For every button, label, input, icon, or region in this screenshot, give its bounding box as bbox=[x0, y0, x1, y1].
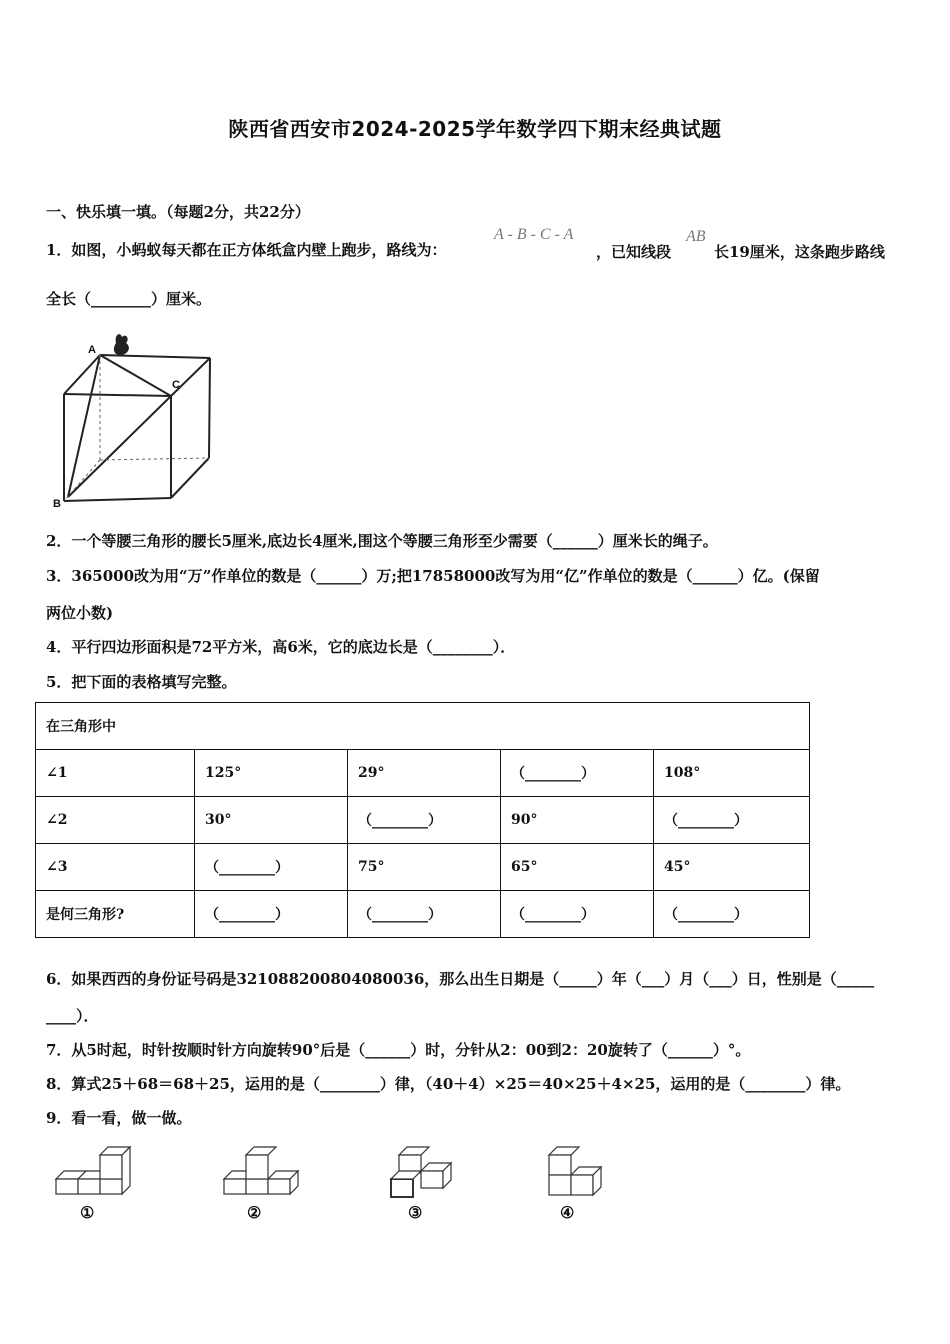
cube-edge bbox=[68, 355, 100, 497]
block-figure-3 bbox=[391, 1147, 451, 1197]
table-cell: （________） bbox=[195, 844, 348, 891]
table-cell: （________） bbox=[654, 797, 810, 844]
figure-label: ④ bbox=[560, 1203, 575, 1222]
block-figures bbox=[50, 1145, 610, 1225]
table-cell: ∠2 bbox=[36, 797, 195, 844]
table-cell: 108° bbox=[654, 750, 810, 797]
segment-formula: AB bbox=[686, 228, 706, 245]
cube-edge bbox=[64, 394, 171, 396]
table-cell: 是何三角形? bbox=[36, 891, 195, 938]
ant-icon bbox=[114, 334, 129, 355]
table-cell: （________） bbox=[501, 891, 654, 938]
figure-label: ③ bbox=[408, 1203, 423, 1222]
table-row bbox=[36, 797, 810, 844]
table-cell: （________） bbox=[654, 891, 810, 938]
block-figure-4 bbox=[549, 1147, 601, 1195]
cube-edge bbox=[100, 355, 171, 396]
table-row bbox=[36, 844, 810, 891]
table-cell: 75° bbox=[348, 844, 501, 891]
table-header-row bbox=[36, 703, 810, 750]
question-9: 9．看一看，做一做。 bbox=[46, 1109, 192, 1127]
cube-edge bbox=[64, 498, 171, 501]
label-b: B bbox=[53, 498, 61, 510]
table-cell: 65° bbox=[501, 844, 654, 891]
cube-hidden-edge bbox=[100, 458, 209, 460]
table-cell: 45° bbox=[654, 844, 810, 891]
cube-edge bbox=[209, 358, 210, 458]
question-1-text-a: 1．如图，小蚂蚁每天都在正方体纸盒内壁上跑步，路线为： bbox=[46, 241, 447, 259]
label-a: A bbox=[88, 344, 96, 356]
question-1-line-2: 全长（________）厘米。 bbox=[46, 290, 212, 308]
question-1-text-b: ，已知线段 bbox=[596, 243, 672, 261]
question-5: 5．把下面的表格填写完整。 bbox=[46, 673, 237, 691]
table-cell: ∠1 bbox=[36, 750, 195, 797]
question-6-line-2: ____）． bbox=[46, 1007, 99, 1025]
table-row bbox=[36, 750, 810, 797]
cube-figure bbox=[50, 325, 220, 515]
cube-edge bbox=[68, 396, 171, 497]
table-cell: （________） bbox=[501, 750, 654, 797]
route-formula: A - B - C - A bbox=[494, 226, 574, 243]
table-cell: 30° bbox=[195, 797, 348, 844]
table-cell: （________） bbox=[348, 891, 501, 938]
section-heading: 一、快乐填一填。（每题2分，共22分） bbox=[46, 203, 310, 221]
question-4: 4．平行四边形面积是72平方米，高6米，它的底边长是（________）． bbox=[46, 638, 516, 656]
question-3-line-1: 3．365000改为用“万”作单位的数是（______）万;把17858000改写为用“亿”作单位的数是（______）亿。(保留 bbox=[46, 567, 820, 585]
table-cell: 125° bbox=[195, 750, 348, 797]
question-8: 8．算式25＋68＝68＋25，运用的是（________）律，（40＋4）×25＝40×25＋4×25，运用的是（________）律。 bbox=[46, 1075, 851, 1093]
block-figure-2 bbox=[224, 1147, 298, 1194]
figure-label: ② bbox=[247, 1203, 262, 1222]
page-title: 陕西省西安市2024-2025学年数学四下期末经典试题 bbox=[228, 117, 722, 141]
table-cell: 90° bbox=[501, 797, 654, 844]
question-6-line-1: 6．如果西西的身份证号码是321088200804080036，那么出生日期是（_____）年（___）月（___）日，性别是（_____ bbox=[46, 970, 875, 988]
table-cell: （________） bbox=[348, 797, 501, 844]
table-cell: ∠3 bbox=[36, 844, 195, 891]
table-cell: 29° bbox=[348, 750, 501, 797]
question-1-text-c: 长19厘米，这条跑步路线 bbox=[714, 243, 885, 261]
label-c: C bbox=[172, 379, 180, 391]
cube-edge bbox=[100, 355, 210, 358]
table-header: 在三角形中 bbox=[36, 703, 810, 750]
cube-edge bbox=[171, 458, 209, 498]
triangle-table bbox=[35, 702, 810, 938]
question-7: 7．从5时起，时针按顺时针方向旋转90°后是（______）时，分针从2：00到2：20旋转了（______）°。 bbox=[46, 1041, 751, 1059]
table-cell: （________） bbox=[195, 891, 348, 938]
block-figure-1 bbox=[56, 1147, 130, 1194]
question-3-line-2: 两位小数) bbox=[46, 604, 114, 622]
table-row bbox=[36, 891, 810, 938]
figure-label: ① bbox=[80, 1203, 95, 1222]
question-2: 2．一个等腰三角形的腰长5厘米,底边长4厘米,围这个等腰三角形至少需要（______）厘米长的绳子。 bbox=[46, 532, 718, 550]
